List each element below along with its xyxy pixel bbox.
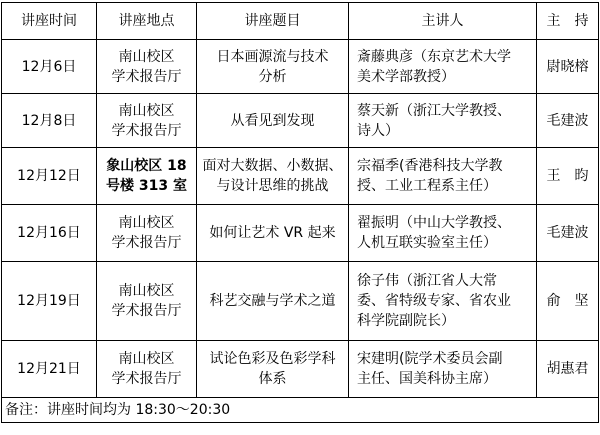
speaker-line: 委、省特级专家、省农业	[357, 293, 511, 309]
topic-line: 从看见到发现	[230, 112, 315, 129]
lecture-location	[97, 40, 197, 94]
lecture-schedule-table	[1, 2, 599, 423]
lecture-speaker	[349, 94, 537, 148]
topic-line: 如何让艺术 VR 起来	[209, 225, 336, 241]
topic-line: 与设计思维的挑战	[216, 178, 329, 194]
speaker-line: 斎藤典彦（东京艺术大学	[357, 48, 511, 65]
lecture-speaker	[349, 40, 537, 94]
speaker-line: 美术学部教授）	[357, 68, 455, 85]
lecture-host: 王 昀	[537, 148, 599, 205]
location-line: 南山校区	[118, 215, 175, 231]
lecture-host: 俞 坚	[537, 262, 599, 341]
lecture-host: 毛建波	[537, 205, 599, 262]
notes-row	[2, 398, 599, 423]
header-host: 主 持	[537, 3, 599, 40]
topic-line: 科艺交融与学术之道	[209, 293, 336, 309]
location-line: 南山校区	[118, 351, 175, 367]
table-row	[2, 40, 599, 94]
speaker-line: 授、工业工程系主任）	[357, 178, 497, 194]
table-row	[2, 341, 599, 398]
location-line: 南山校区	[118, 102, 175, 119]
speaker-line: 宋建明(院学术委员会副	[357, 351, 503, 367]
location-line: 学术报告厅	[111, 68, 182, 85]
location-line: 学术报告厅	[111, 122, 182, 139]
topic-line: 面对大数据、小数据、	[202, 158, 343, 174]
header-time: 讲座时间	[2, 3, 97, 40]
lecture-speaker	[349, 148, 537, 205]
lecture-host: 毛建波	[537, 94, 599, 148]
topic-line: 试论色彩及色彩学科	[209, 351, 336, 367]
lecture-speaker	[349, 341, 537, 398]
speaker-line: 宗福季(香港科技大学教	[357, 158, 503, 174]
speaker-line: 诗人）	[357, 122, 399, 139]
speaker-line: 徐子伟（浙江省人大常	[357, 273, 497, 289]
speaker-line: 蔡天新（浙江大学教授、	[357, 102, 511, 119]
header-row	[2, 3, 599, 40]
schedule-note: 备注：讲座时间均为 18:30～20:30	[2, 398, 599, 423]
speaker-line: 科学院副院长）	[357, 313, 455, 329]
topic-line: 体系	[258, 371, 287, 387]
location-line: 象山校区 18	[106, 158, 187, 174]
lecture-time: 12月21日	[2, 341, 97, 398]
speaker-line: 翟振明（中山大学教授、	[357, 215, 511, 231]
lecture-time: 12月12日	[2, 148, 97, 205]
topic-line: 分析	[258, 68, 287, 85]
header-speaker: 主讲人	[349, 3, 537, 40]
location-line: 学术报告厅	[111, 235, 182, 251]
lecture-speaker	[349, 262, 537, 341]
lecture-location	[97, 205, 197, 262]
header-location: 讲座地点	[97, 3, 197, 40]
topic-line: 日本画源流与技术	[216, 48, 329, 65]
lecture-time: 12月16日	[2, 205, 97, 262]
lecture-location	[97, 148, 197, 205]
lecture-speaker	[349, 205, 537, 262]
lecture-host: 尉晓榕	[537, 40, 599, 94]
lecture-topic	[197, 148, 349, 205]
table-row	[2, 148, 599, 205]
header-topic: 讲座题目	[197, 3, 349, 40]
lecture-topic	[197, 94, 349, 148]
lecture-location	[97, 94, 197, 148]
lecture-topic	[197, 262, 349, 341]
location-line: 学术报告厅	[111, 303, 182, 319]
lecture-host: 胡惠君	[537, 341, 599, 398]
lecture-location	[97, 262, 197, 341]
table-row	[2, 205, 599, 262]
lecture-topic	[197, 341, 349, 398]
location-line: 学术报告厅	[111, 371, 182, 387]
lecture-time: 12月6日	[2, 40, 97, 94]
lecture-time: 12月8日	[2, 94, 97, 148]
table-row	[2, 94, 599, 148]
lecture-topic	[197, 205, 349, 262]
speaker-line: 人机互联实验室主任）	[357, 235, 497, 251]
speaker-line: 主任、国美科协主席）	[357, 371, 497, 387]
lecture-time: 12月19日	[2, 262, 97, 341]
lecture-location	[97, 341, 197, 398]
location-line: 南山校区	[118, 283, 175, 299]
lecture-topic	[197, 40, 349, 94]
table-row	[2, 262, 599, 341]
location-line: 号楼 313 室	[106, 178, 187, 194]
location-line: 南山校区	[118, 48, 175, 65]
